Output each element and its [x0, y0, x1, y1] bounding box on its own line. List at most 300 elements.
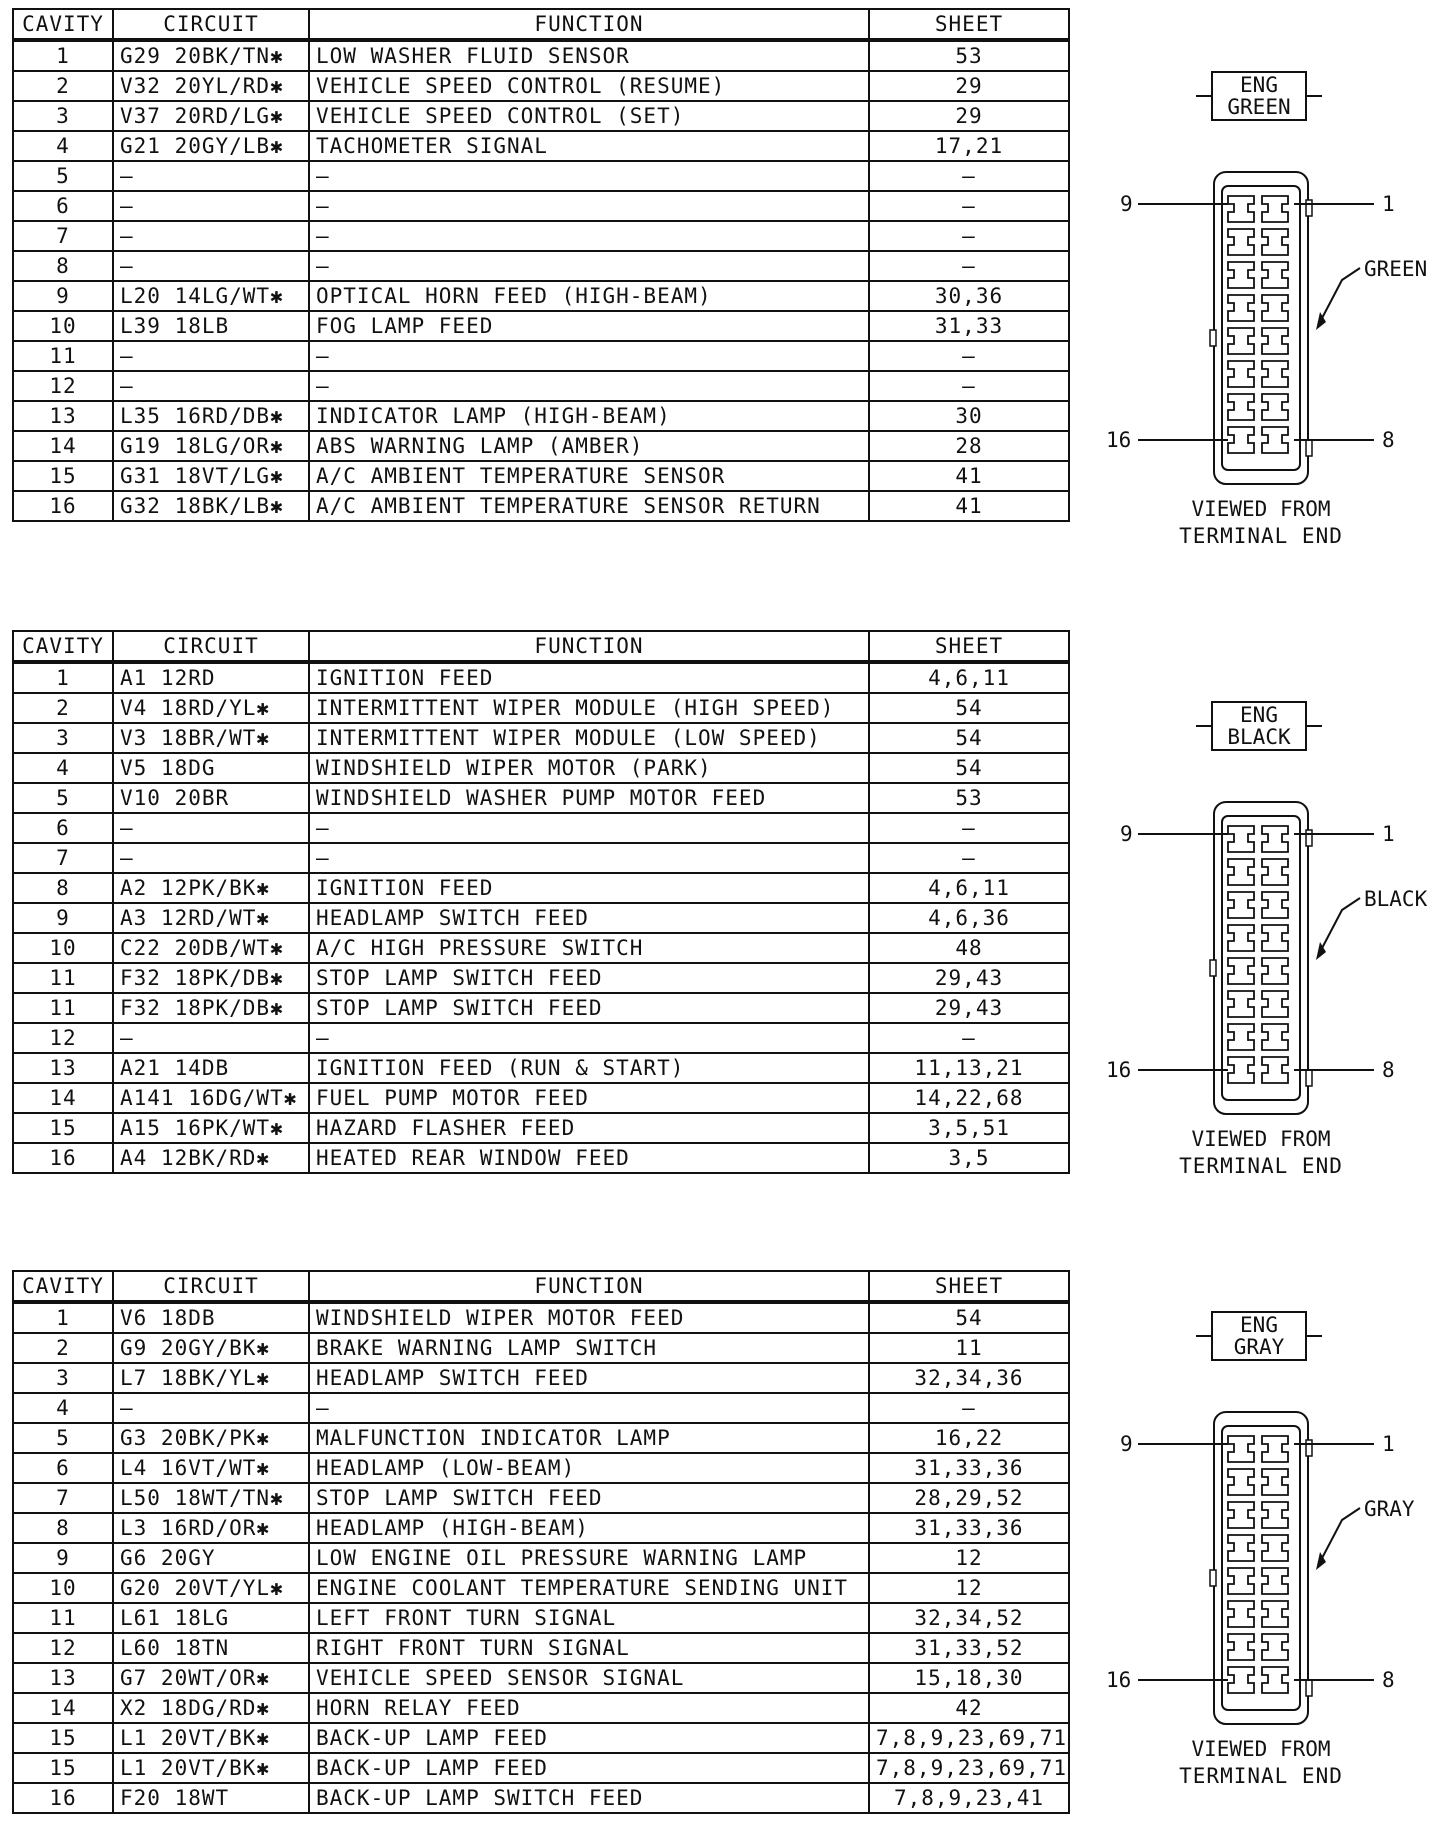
circuit-cell: V6 18DB — [113, 1302, 309, 1333]
terminal-cavity — [1228, 427, 1254, 453]
terminal-cavity — [1228, 394, 1254, 420]
table-row — [13, 813, 1069, 843]
wire-color-callout: GREEN — [1364, 257, 1428, 281]
sheet-cell: 29 — [869, 101, 1069, 131]
circuit-header: CIRCUIT — [113, 9, 309, 40]
table-row — [13, 873, 1069, 903]
cavity-cell: 10 — [13, 1573, 113, 1603]
function-cell: STOP LAMP SWITCH FEED — [309, 963, 869, 993]
circuit-cell: F32 18PK/DB✱ — [113, 963, 309, 993]
pin-label-8: 8 — [1382, 428, 1395, 452]
sheet-cell: 14,22,68 — [869, 1083, 1069, 1113]
circuit-cell: — — [113, 843, 309, 873]
function-cell: HEADLAMP (LOW-BEAM) — [309, 1453, 869, 1483]
terminal-cavity — [1262, 196, 1288, 222]
table-row — [13, 1513, 1069, 1543]
table-row — [13, 963, 1069, 993]
sheet-cell: — — [869, 1023, 1069, 1053]
cavity-cell: 9 — [13, 1543, 113, 1573]
circuit-cell: F32 18PK/DB✱ — [113, 993, 309, 1023]
sheet-cell: 12 — [869, 1543, 1069, 1573]
terminal-cavity — [1228, 1634, 1254, 1660]
function-cell: A/C HIGH PRESSURE SWITCH — [309, 933, 869, 963]
connector-label-line2: BLACK — [1227, 725, 1291, 749]
sheet-cell: 32,34,52 — [869, 1603, 1069, 1633]
cavity-cell: 9 — [13, 281, 113, 311]
circuit-cell: A1 12RD — [113, 662, 309, 693]
circuit-cell: X2 18DG/RD✱ — [113, 1693, 309, 1723]
circuit-cell: G29 20BK/TN✱ — [113, 40, 309, 71]
table-row — [13, 431, 1069, 461]
function-cell: HEADLAMP (HIGH-BEAM) — [309, 1513, 869, 1543]
cavity-cell: 2 — [13, 71, 113, 101]
circuit-cell: G20 20VT/YL✱ — [113, 1573, 309, 1603]
cavity-cell: 12 — [13, 371, 113, 401]
terminal-cavity — [1262, 1568, 1288, 1594]
table-row — [13, 1573, 1069, 1603]
cavity-header: CAVITY — [13, 631, 113, 662]
table-row — [13, 401, 1069, 431]
circuit-cell: — — [113, 371, 309, 401]
function-cell: IGNITION FEED (RUN & START) — [309, 1053, 869, 1083]
pin-label-8: 8 — [1382, 1058, 1395, 1082]
circuit-cell: L1 20VT/BK✱ — [113, 1753, 309, 1783]
cavity-cell: 1 — [13, 40, 113, 71]
function-cell: OPTICAL HORN FEED (HIGH-BEAM) — [309, 281, 869, 311]
circuit-cell: A2 12PK/BK✱ — [113, 873, 309, 903]
cavity-cell: 7 — [13, 1483, 113, 1513]
circuit-cell: L4 16VT/WT✱ — [113, 1453, 309, 1483]
sheet-cell: — — [869, 221, 1069, 251]
cavity-cell: 13 — [13, 1053, 113, 1083]
function-cell: HEADLAMP SWITCH FEED — [309, 903, 869, 933]
terminal-cavity — [1262, 892, 1288, 918]
pinout-table — [12, 630, 1070, 1174]
terminal-cavity — [1262, 1601, 1288, 1627]
sheet-cell: 29,43 — [869, 993, 1069, 1023]
sheet-cell: 11 — [869, 1333, 1069, 1363]
table-row — [13, 662, 1069, 693]
cavity-cell: 11 — [13, 993, 113, 1023]
terminal-cavity — [1228, 1436, 1254, 1462]
function-cell: — — [309, 221, 869, 251]
cavity-cell: 14 — [13, 431, 113, 461]
function-cell: — — [309, 1393, 869, 1423]
pin-label-8: 8 — [1382, 1668, 1395, 1692]
circuit-cell: G21 20GY/LB✱ — [113, 131, 309, 161]
terminal-cavity — [1228, 958, 1254, 984]
connector-label-line2: GREEN — [1227, 95, 1291, 119]
pin-label-1: 1 — [1382, 192, 1395, 216]
function-header: FUNCTION — [309, 9, 869, 40]
sheet-cell: 54 — [869, 1302, 1069, 1333]
table-row — [13, 1423, 1069, 1453]
circuit-cell: L1 20VT/BK✱ — [113, 1723, 309, 1753]
cavity-cell: 7 — [13, 221, 113, 251]
circuit-cell: L7 18BK/YL✱ — [113, 1363, 309, 1393]
table-row — [13, 693, 1069, 723]
terminal-cavity — [1228, 1568, 1254, 1594]
cavity-cell: 3 — [13, 101, 113, 131]
cavity-cell: 5 — [13, 783, 113, 813]
sheet-cell: 4,6,36 — [869, 903, 1069, 933]
cavity-cell: 14 — [13, 1083, 113, 1113]
table-row — [13, 993, 1069, 1023]
terminal-cavity — [1262, 1436, 1288, 1462]
circuit-cell: A21 14DB — [113, 1053, 309, 1083]
connector-label-line1: ENG — [1240, 703, 1278, 727]
cavity-cell: 15 — [13, 461, 113, 491]
circuit-cell: G32 18BK/LB✱ — [113, 491, 309, 521]
terminal-cavity — [1262, 991, 1288, 1017]
table-row — [13, 221, 1069, 251]
function-cell: HEATED REAR WINDOW FEED — [309, 1143, 869, 1173]
table-row — [13, 71, 1069, 101]
function-cell: INDICATOR LAMP (HIGH-BEAM) — [309, 401, 869, 431]
cavity-cell: 12 — [13, 1633, 113, 1663]
table-row — [13, 1663, 1069, 1693]
table-row — [13, 161, 1069, 191]
function-cell: — — [309, 191, 869, 221]
function-cell: INTERMITTENT WIPER MODULE (HIGH SPEED) — [309, 693, 869, 723]
circuit-cell: C22 20DB/WT✱ — [113, 933, 309, 963]
function-cell: WINDSHIELD WASHER PUMP MOTOR FEED — [309, 783, 869, 813]
function-cell: BACK-UP LAMP FEED — [309, 1753, 869, 1783]
wire-color-callout: GRAY — [1364, 1497, 1415, 1521]
function-cell: BACK-UP LAMP FEED — [309, 1723, 869, 1753]
pin-label-1: 1 — [1382, 822, 1395, 846]
circuit-cell: V32 20YL/RD✱ — [113, 71, 309, 101]
terminal-cavity — [1228, 262, 1254, 288]
function-cell: RIGHT FRONT TURN SIGNAL — [309, 1633, 869, 1663]
terminal-cavity — [1262, 394, 1288, 420]
function-cell: IGNITION FEED — [309, 662, 869, 693]
sheet-cell: — — [869, 1393, 1069, 1423]
terminal-cavity — [1228, 1469, 1254, 1495]
cavity-cell: 3 — [13, 1363, 113, 1393]
table-row — [13, 723, 1069, 753]
table-row — [13, 783, 1069, 813]
circuit-cell: L50 18WT/TN✱ — [113, 1483, 309, 1513]
connector-label-line2: GRAY — [1233, 1335, 1285, 1359]
terminal-cavity — [1262, 1535, 1288, 1561]
sheet-cell: 30,36 — [869, 281, 1069, 311]
sheet-cell: 7,8,9,23,69,71 — [869, 1723, 1069, 1753]
circuit-cell: V3 18BR/WT✱ — [113, 723, 309, 753]
function-cell: — — [309, 843, 869, 873]
function-cell: — — [309, 341, 869, 371]
sheet-cell: 54 — [869, 753, 1069, 783]
function-cell: LOW ENGINE OIL PRESSURE WARNING LAMP — [309, 1543, 869, 1573]
function-cell: — — [309, 251, 869, 281]
table-header-row — [13, 1271, 1069, 1302]
function-cell: VEHICLE SPEED SENSOR SIGNAL — [309, 1663, 869, 1693]
sheet-cell: 3,5 — [869, 1143, 1069, 1173]
circuit-cell: — — [113, 1023, 309, 1053]
function-cell: FUEL PUMP MOTOR FEED — [309, 1083, 869, 1113]
table-row — [13, 1333, 1069, 1363]
sheet-cell: 41 — [869, 491, 1069, 521]
terminal-cavity — [1228, 826, 1254, 852]
table-row — [13, 1113, 1069, 1143]
cavity-cell: 14 — [13, 1693, 113, 1723]
cavity-cell: 15 — [13, 1113, 113, 1143]
function-cell: TACHOMETER SIGNAL — [309, 131, 869, 161]
sheet-cell: 32,34,36 — [869, 1363, 1069, 1393]
function-cell: — — [309, 161, 869, 191]
table-row — [13, 1693, 1069, 1723]
function-cell: INTERMITTENT WIPER MODULE (LOW SPEED) — [309, 723, 869, 753]
function-cell: VEHICLE SPEED CONTROL (RESUME) — [309, 71, 869, 101]
sheet-cell: 4,6,11 — [869, 662, 1069, 693]
table-row — [13, 1543, 1069, 1573]
sheet-cell: 41 — [869, 461, 1069, 491]
sheet-header: SHEET — [869, 631, 1069, 662]
cavity-cell: 2 — [13, 693, 113, 723]
circuit-cell: — — [113, 251, 309, 281]
function-cell: STOP LAMP SWITCH FEED — [309, 1483, 869, 1513]
function-cell: A/C AMBIENT TEMPERATURE SENSOR — [309, 461, 869, 491]
terminal-cavity — [1262, 328, 1288, 354]
terminal-cavity — [1262, 262, 1288, 288]
table-row — [13, 1453, 1069, 1483]
cavity-cell: 8 — [13, 1513, 113, 1543]
function-cell: BRAKE WARNING LAMP SWITCH — [309, 1333, 869, 1363]
view-caption-line2: TERMINAL END — [1179, 1154, 1343, 1178]
function-cell: MALFUNCTION INDICATOR LAMP — [309, 1423, 869, 1453]
table-row — [13, 371, 1069, 401]
terminal-cavity — [1228, 1667, 1254, 1693]
sheet-cell: 54 — [869, 693, 1069, 723]
function-cell: HAZARD FLASHER FEED — [309, 1113, 869, 1143]
cavity-cell: 6 — [13, 191, 113, 221]
view-caption-line1: VIEWED FROM — [1191, 1737, 1331, 1761]
table-row — [13, 341, 1069, 371]
pin-label-1: 1 — [1382, 1432, 1395, 1456]
terminal-cavity — [1228, 295, 1254, 321]
terminal-cavity — [1228, 1057, 1254, 1083]
cavity-cell: 4 — [13, 131, 113, 161]
cavity-cell: 7 — [13, 843, 113, 873]
circuit-cell: A15 16PK/WT✱ — [113, 1113, 309, 1143]
terminal-cavity — [1262, 859, 1288, 885]
pin-label-16: 16 — [1106, 1058, 1132, 1082]
sheet-cell: 31,33 — [869, 311, 1069, 341]
sheet-cell: 53 — [869, 40, 1069, 71]
function-cell: BACK-UP LAMP SWITCH FEED — [309, 1783, 869, 1813]
pin-label-16: 16 — [1106, 1668, 1132, 1692]
terminal-cavity — [1262, 295, 1288, 321]
terminal-cavity — [1262, 361, 1288, 387]
sheet-cell: — — [869, 191, 1069, 221]
sheet-header: SHEET — [869, 9, 1069, 40]
cavity-cell: 1 — [13, 662, 113, 693]
connector-label-line1: ENG — [1240, 1313, 1278, 1337]
cavity-header: CAVITY — [13, 1271, 113, 1302]
circuit-cell: L60 18TN — [113, 1633, 309, 1663]
table-row — [13, 1393, 1069, 1423]
view-caption-line1: VIEWED FROM — [1191, 497, 1331, 521]
circuit-cell: — — [113, 191, 309, 221]
function-cell: HORN RELAY FEED — [309, 1693, 869, 1723]
sheet-cell: 17,21 — [869, 131, 1069, 161]
cavity-cell: 6 — [13, 1453, 113, 1483]
sheet-cell: 31,33,36 — [869, 1453, 1069, 1483]
connector-diagram — [1106, 1290, 1430, 1770]
table-row — [13, 903, 1069, 933]
connector-diagram — [1106, 50, 1430, 530]
terminal-cavity — [1262, 229, 1288, 255]
cavity-cell: 11 — [13, 1603, 113, 1633]
cavity-cell: 16 — [13, 1143, 113, 1173]
circuit-cell: A4 12BK/RD✱ — [113, 1143, 309, 1173]
function-cell: ABS WARNING LAMP (AMBER) — [309, 431, 869, 461]
cavity-cell: 11 — [13, 341, 113, 371]
wire-color-callout: BLACK — [1364, 887, 1428, 911]
table-row — [13, 1783, 1069, 1813]
function-cell: — — [309, 371, 869, 401]
function-header: FUNCTION — [309, 631, 869, 662]
circuit-header: CIRCUIT — [113, 631, 309, 662]
table-row — [13, 131, 1069, 161]
cavity-cell: 5 — [13, 161, 113, 191]
table-row — [13, 1723, 1069, 1753]
table-row — [13, 251, 1069, 281]
terminal-cavity — [1262, 1057, 1288, 1083]
terminal-cavity — [1228, 991, 1254, 1017]
cavity-cell: 6 — [13, 813, 113, 843]
cavity-cell: 2 — [13, 1333, 113, 1363]
cavity-cell: 10 — [13, 311, 113, 341]
table-row — [13, 933, 1069, 963]
terminal-cavity — [1228, 1024, 1254, 1050]
terminal-cavity — [1228, 925, 1254, 951]
terminal-cavity — [1262, 958, 1288, 984]
sheet-cell: — — [869, 341, 1069, 371]
function-cell: VEHICLE SPEED CONTROL (SET) — [309, 101, 869, 131]
sheet-cell: 4,6,11 — [869, 873, 1069, 903]
sheet-cell: 54 — [869, 723, 1069, 753]
cavity-cell: 13 — [13, 1663, 113, 1693]
cavity-cell: 15 — [13, 1753, 113, 1783]
terminal-cavity — [1262, 427, 1288, 453]
pin-label-16: 16 — [1106, 428, 1132, 452]
terminal-cavity — [1228, 229, 1254, 255]
function-cell: LOW WASHER FLUID SENSOR — [309, 40, 869, 71]
circuit-cell: F20 18WT — [113, 1783, 309, 1813]
circuit-cell: A3 12RD/WT✱ — [113, 903, 309, 933]
table-row — [13, 281, 1069, 311]
circuit-cell: L61 18LG — [113, 1603, 309, 1633]
sheet-cell: 7,8,9,23,69,71 — [869, 1753, 1069, 1783]
pin-label-9: 9 — [1120, 192, 1133, 216]
cavity-cell: 16 — [13, 491, 113, 521]
table-row — [13, 1633, 1069, 1663]
view-caption-line1: VIEWED FROM — [1191, 1127, 1331, 1151]
view-caption-line2: TERMINAL END — [1179, 524, 1343, 548]
function-cell: IGNITION FEED — [309, 873, 869, 903]
terminal-cavity — [1262, 1667, 1288, 1693]
circuit-cell: L3 16RD/OR✱ — [113, 1513, 309, 1543]
cavity-cell: 4 — [13, 753, 113, 783]
circuit-cell: V10 20BR — [113, 783, 309, 813]
sheet-cell: — — [869, 161, 1069, 191]
table-row — [13, 191, 1069, 221]
terminal-cavity — [1262, 1502, 1288, 1528]
function-cell: HEADLAMP SWITCH FEED — [309, 1363, 869, 1393]
terminal-cavity — [1228, 859, 1254, 885]
table-row — [13, 1302, 1069, 1333]
sheet-cell: 28,29,52 — [869, 1483, 1069, 1513]
function-cell: A/C AMBIENT TEMPERATURE SENSOR RETURN — [309, 491, 869, 521]
circuit-cell: G19 18LG/OR✱ — [113, 431, 309, 461]
table-header-row — [13, 9, 1069, 40]
terminal-cavity — [1262, 826, 1288, 852]
table-header-row — [13, 631, 1069, 662]
function-header: FUNCTION — [309, 1271, 869, 1302]
cavity-cell: 5 — [13, 1423, 113, 1453]
cavity-cell: 15 — [13, 1723, 113, 1753]
terminal-cavity — [1262, 1634, 1288, 1660]
table-row — [13, 461, 1069, 491]
terminal-cavity — [1262, 1469, 1288, 1495]
terminal-cavity — [1228, 196, 1254, 222]
function-cell: — — [309, 813, 869, 843]
circuit-cell: V4 18RD/YL✱ — [113, 693, 309, 723]
table-row — [13, 40, 1069, 71]
cavity-cell: 3 — [13, 723, 113, 753]
sheet-cell: 28 — [869, 431, 1069, 461]
cavity-cell: 10 — [13, 933, 113, 963]
circuit-cell: — — [113, 813, 309, 843]
cavity-cell: 16 — [13, 1783, 113, 1813]
cavity-cell: 9 — [13, 903, 113, 933]
cavity-cell: 13 — [13, 401, 113, 431]
circuit-cell: — — [113, 1393, 309, 1423]
sheet-cell: 29 — [869, 71, 1069, 101]
terminal-cavity — [1228, 1502, 1254, 1528]
terminal-cavity — [1228, 1535, 1254, 1561]
function-cell: STOP LAMP SWITCH FEED — [309, 993, 869, 1023]
circuit-cell: G3 20BK/PK✱ — [113, 1423, 309, 1453]
function-cell: WINDSHIELD WIPER MOTOR (PARK) — [309, 753, 869, 783]
cavity-cell: 11 — [13, 963, 113, 993]
circuit-cell: V37 20RD/LG✱ — [113, 101, 309, 131]
function-cell: LEFT FRONT TURN SIGNAL — [309, 1603, 869, 1633]
table-row — [13, 311, 1069, 341]
table-row — [13, 101, 1069, 131]
circuit-cell: G6 20GY — [113, 1543, 309, 1573]
pinout-table — [12, 1270, 1070, 1814]
sheet-cell: 16,22 — [869, 1423, 1069, 1453]
table-row — [13, 753, 1069, 783]
sheet-cell: 3,5,51 — [869, 1113, 1069, 1143]
function-cell: FOG LAMP FEED — [309, 311, 869, 341]
circuit-cell: G9 20GY/BK✱ — [113, 1333, 309, 1363]
terminal-cavity — [1262, 1024, 1288, 1050]
cavity-cell: 8 — [13, 251, 113, 281]
sheet-cell: — — [869, 813, 1069, 843]
sheet-cell: 31,33,36 — [869, 1513, 1069, 1543]
cavity-cell: 1 — [13, 1302, 113, 1333]
sheet-cell: 15,18,30 — [869, 1663, 1069, 1693]
sheet-cell: 11,13,21 — [869, 1053, 1069, 1083]
terminal-cavity — [1228, 328, 1254, 354]
table-row — [13, 1053, 1069, 1083]
pinout-table — [12, 8, 1070, 522]
sheet-cell: — — [869, 371, 1069, 401]
circuit-cell: — — [113, 161, 309, 191]
